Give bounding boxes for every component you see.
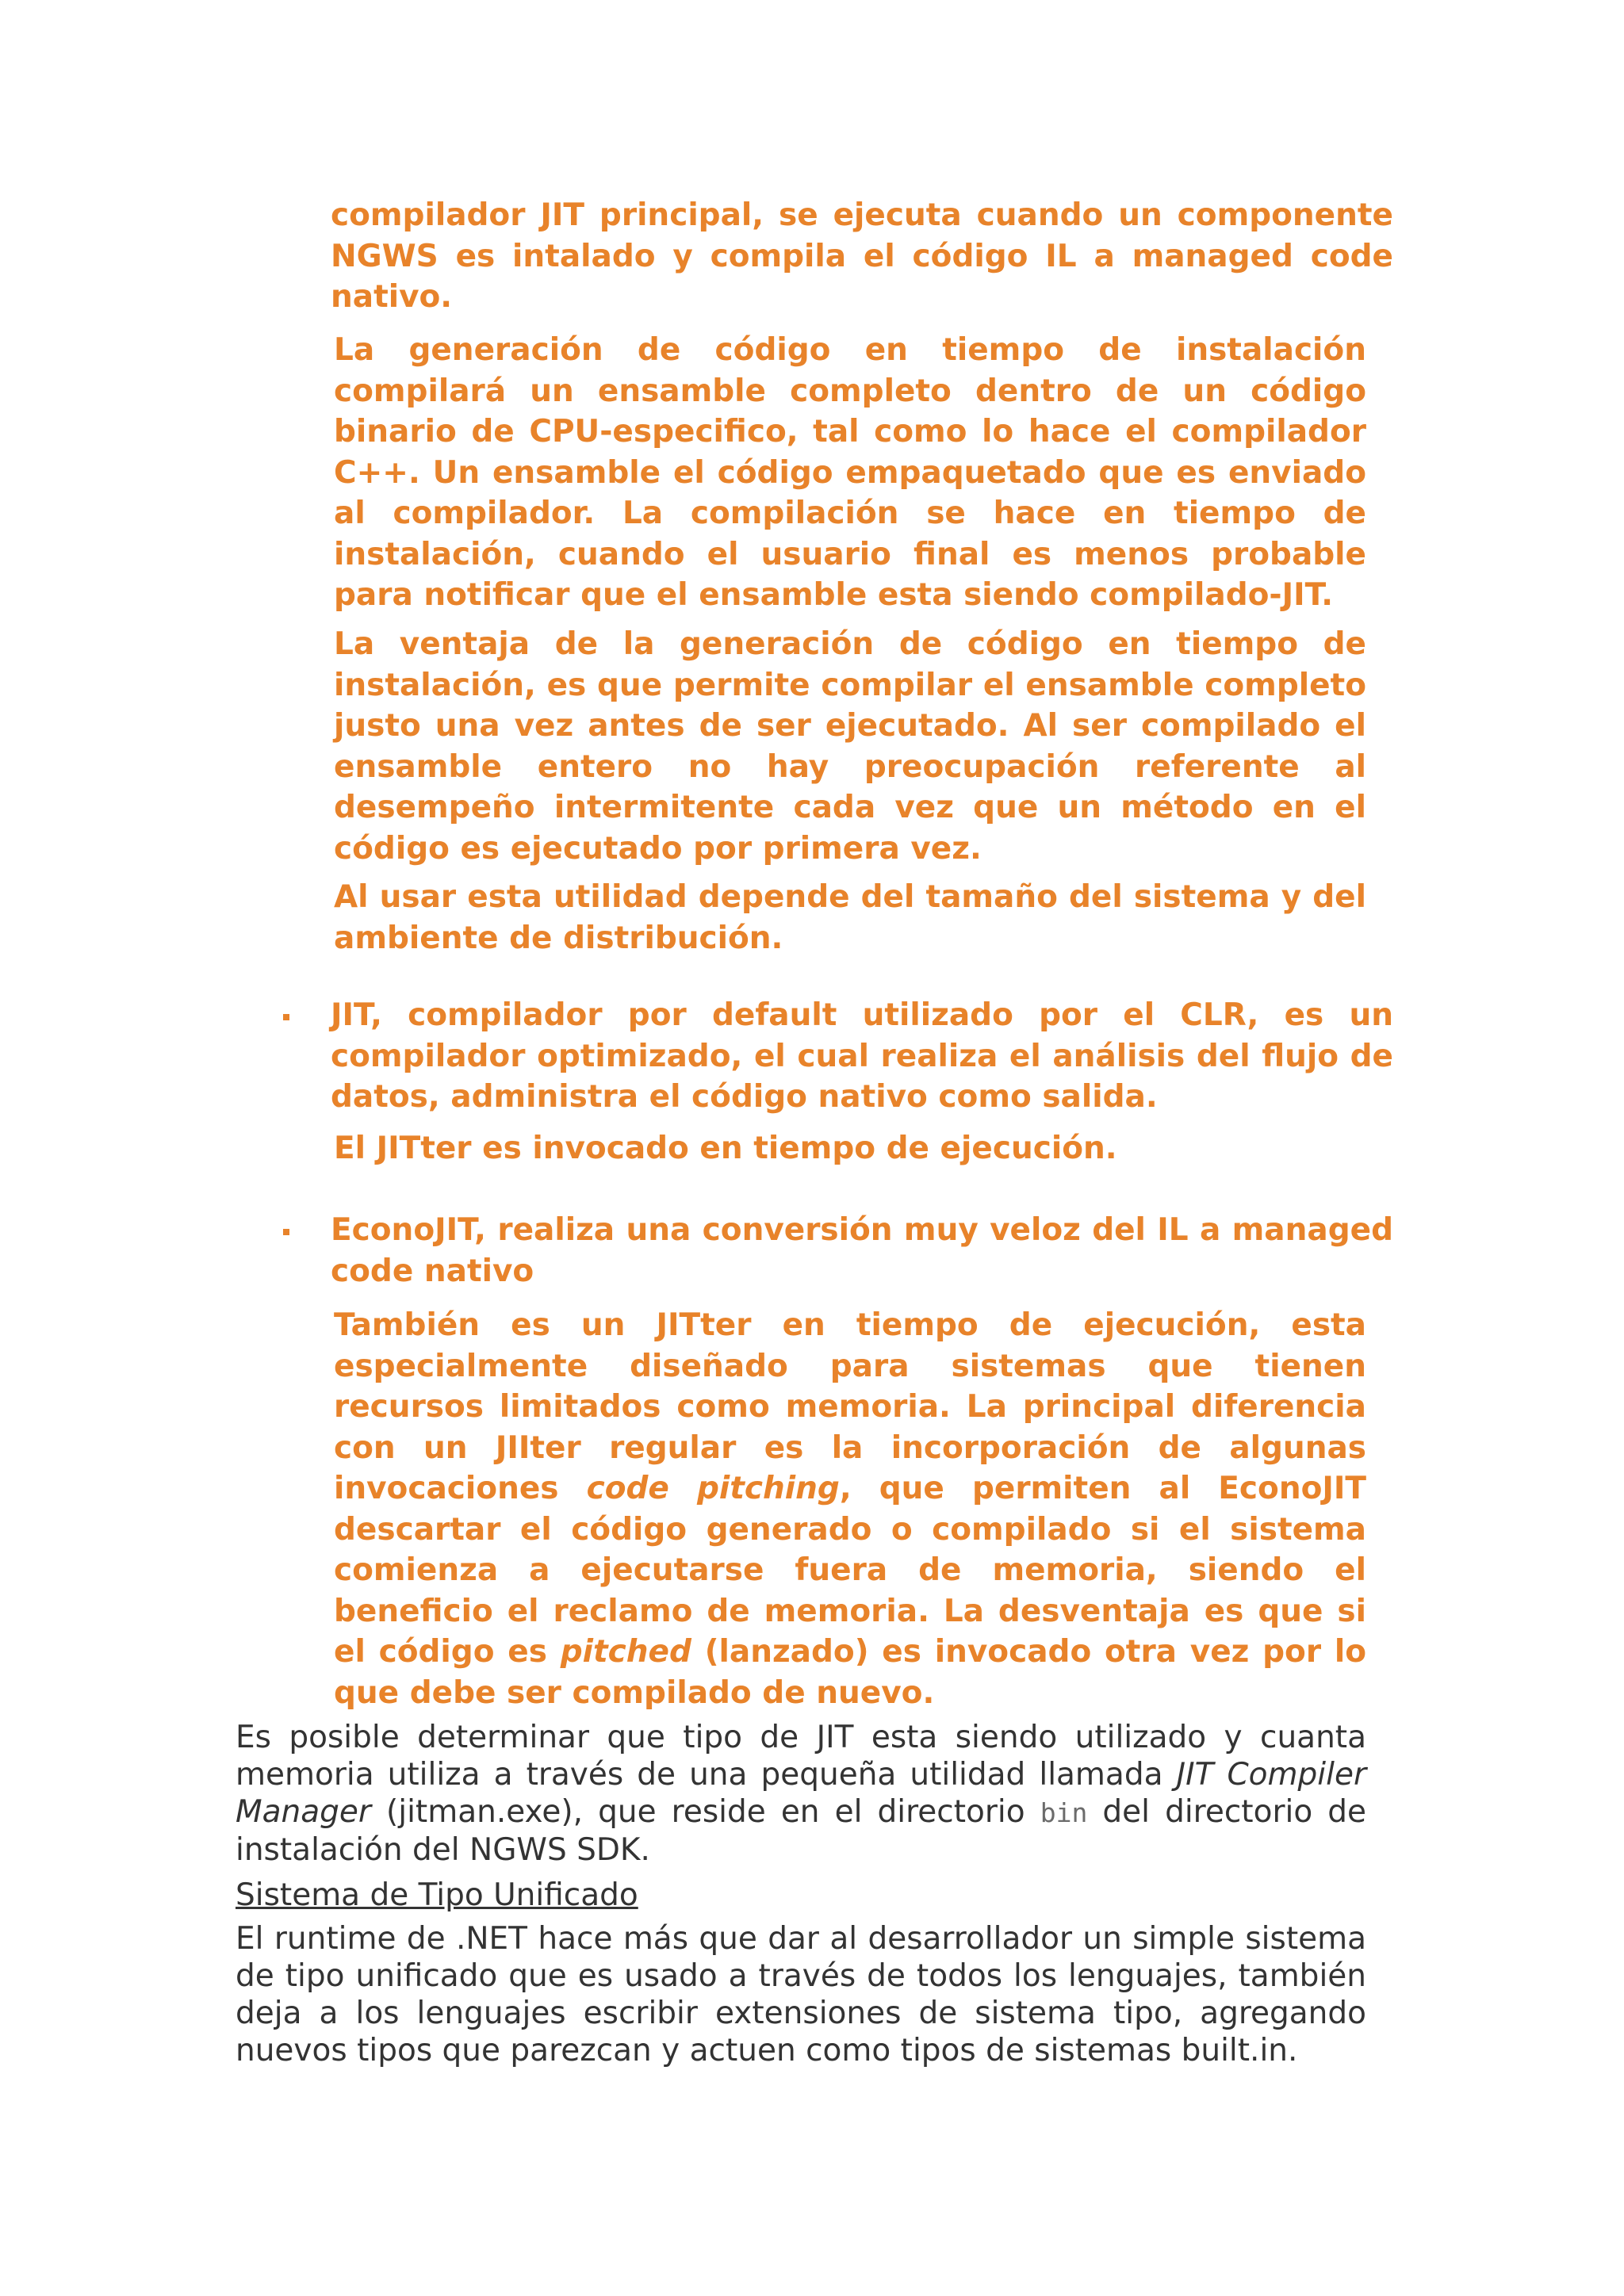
- text-run: del directorio de instalación del NGWS SDK.: [236, 1794, 1367, 1868]
- text-run: (lanzado) es invocado otra vez por lo que debe ser compilado de nuevo.: [334, 1634, 1367, 1711]
- paragraph-econojit-detail: [334, 1305, 1366, 1713]
- code-term-bin: bin: [1040, 1797, 1088, 1828]
- paragraph-unified-type-system: El runtime de .NET hace más que dar al desarrollador un simple sistema de tipo unificado que es usado a través de todos los lenguajes, también deja a los lenguajes escribir extensiones de sistema tipo, agregando nuevos tipos que parezcan y actuen como tipos de sistemas built.in.: [236, 1921, 1366, 2068]
- paragraph-jit-manager: [236, 1719, 1366, 1869]
- text-run: , que permiten al EconoJIT descartar el código generado o compilado si el sistema comienza a ejecutarse fuera de memoria, siendo el beneficio el reclamo de memoria. La desventaja es que si el código es: [334, 1471, 1367, 1670]
- bullet-marker: [283, 1014, 289, 1020]
- bullet-item-econojit: EconoJIT, realiza una conversión muy veloz del IL a managed code nativo: [331, 1212, 1393, 1289]
- text-run: También es un JITter en tiempo de ejecución, esta especialmente diseñado para sistemas que tienen recursos limitados como memoria. La principal diferencia con un JIIter regular es la incorporación de algunas invocaciones: [334, 1307, 1366, 1506]
- italic-term-code-pitching: code pitching: [586, 1471, 840, 1506]
- text-run: (jitman.exe), que reside en el directorio: [386, 1794, 1025, 1830]
- text-run: Es posible determinar que tipo de JIT esta siendo utilizado y cuanta memoria utiliza a través de una pequeña utilidad llamada: [236, 1720, 1366, 1793]
- paragraph-install-codegen: La generación de código en tiempo de instalación compilará un ensamble completo dentro de un código binario de CPU-especifico, tal como lo hace el compilador C++. Un ensamble el código empaquetado que es enviado al compilador. La compilación se hace en tiempo de instalación, cuando el usuario final es menos probable para notificar que el ensamble esta siendo compilado-JIT.: [334, 332, 1366, 613]
- paragraph-jitter-runtime: El JITter es invocado en tiempo de ejecución.: [334, 1131, 1117, 1166]
- paragraph-utility-usage: Al usar esta utilidad depende del tamaño del sistema y del ambiente de distribución.: [334, 879, 1366, 956]
- italic-term-pitched: pitched: [560, 1634, 691, 1670]
- italic-term-jit-compiler-manager: JIT Compiler Manager: [236, 1757, 1366, 1830]
- paragraph-install-advantage: La ventaja de la generación de código en tiempo de instalación, es que permite compilar el ensamble completo justo una vez antes de ser ejecutado. Al ser compilado el ensamble entero no hay preocupación referente al desempeño intermitente cada vez que un método en el código es ejecutado por primera vez.: [334, 626, 1366, 867]
- bullet-marker: [283, 1229, 289, 1235]
- bullet-item-jit: JIT, compilador por default utilizado por el CLR, es un compilador optimizado, el cual realiza el análisis del flujo de datos, administra el código nativo como salida.: [331, 997, 1393, 1115]
- section-heading-unified-type-system: Sistema de Tipo Unificado: [236, 1877, 638, 1913]
- paragraph-jit-install: compilador JIT principal, se ejecuta cuando un componente NGWS es intalado y compila el código IL a managed code nativo.: [331, 197, 1393, 315]
